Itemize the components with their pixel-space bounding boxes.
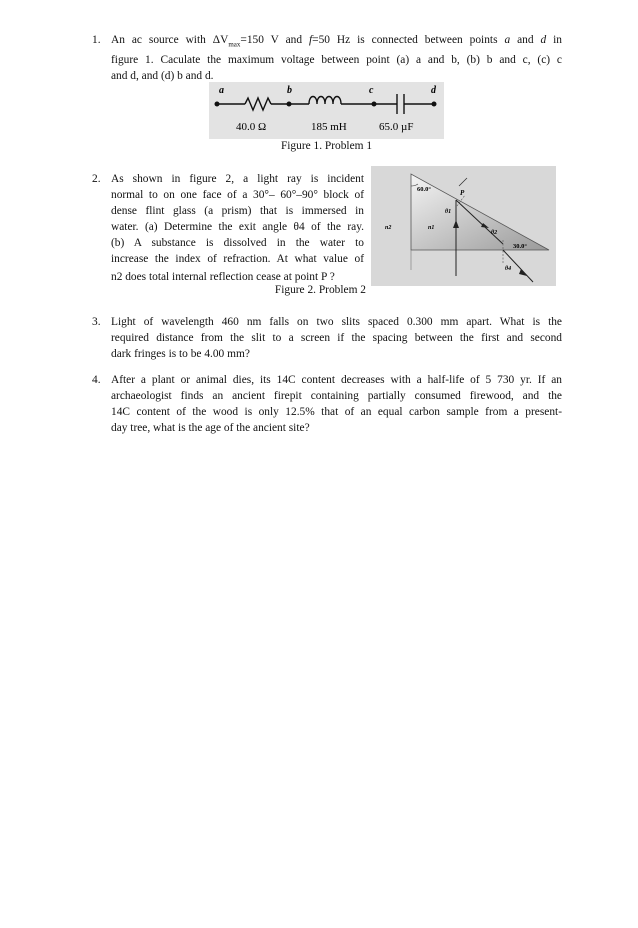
- circuit-diagram: [209, 82, 444, 139]
- problem-4-line-3: 14C content of the wood is only 12.5% that of an equal carbon sample from a present-: [111, 406, 562, 418]
- problem-2-number: 2.: [92, 173, 101, 185]
- problem-3-line-3: dark fringes is to be 4.00 mm?: [111, 348, 250, 360]
- label-b: b: [287, 85, 292, 96]
- problem-2-line-5: (b) A substance is dissolved in the water to: [111, 237, 364, 249]
- n1-label: n1: [428, 225, 435, 231]
- problem-2: [92, 171, 364, 283]
- node-a: [215, 102, 220, 107]
- angle-bottom-label: 30.0°: [513, 243, 527, 250]
- problem-3-number: 3.: [92, 316, 101, 328]
- capacitor-label: 65.0 µF: [379, 121, 414, 133]
- figure-2-prism: [371, 166, 556, 286]
- figure-1-caption: Figure 1. Problem 1: [280, 140, 373, 152]
- problem-1: [92, 32, 562, 83]
- node-b: [287, 102, 292, 107]
- problem-2-line-7: n2 does total internal reflection cease at point P ?: [111, 271, 335, 283]
- label-a: a: [219, 85, 224, 96]
- theta4-label: θ4: [505, 266, 512, 272]
- theta2-label: θ2: [491, 230, 498, 236]
- problem-1-line-3: and d, and (d) b and d.: [111, 70, 214, 83]
- problem-1-line-1: An ac source with $\Delta V_{max}=150$ V and f=50 Hz is connected between points a and d in: [111, 34, 562, 49]
- problem-4-line-1: After a plant or animal dies, its 14C content decreases with a half-life of 5 730 yr. If an: [111, 374, 562, 386]
- problem-4-line-2: archaeologist finds an ancient firepit containing partially consumed firewood, and the: [111, 390, 562, 402]
- label-c: c: [369, 85, 374, 96]
- inductor-label: 185 mH: [311, 121, 347, 133]
- problem-2-line-2: normal to on one face of a 30°– 60°–90° block of: [111, 189, 364, 201]
- problem-4-line-4: day tree, what is the age of the ancient site?: [111, 422, 310, 434]
- problem-3-line-1: Light of wavelength 460 nm falls on two slits spaced 0.300 mm apart. What is the: [111, 316, 562, 328]
- problem-1-number: 1.: [92, 34, 101, 46]
- node-d: [432, 102, 437, 107]
- point-p-label: P: [460, 189, 465, 197]
- resistor-label: 40.0 Ω: [236, 121, 267, 133]
- prism-block: [411, 174, 549, 250]
- angle-top-label: 60.0°: [417, 186, 431, 193]
- problem-4: [92, 372, 562, 436]
- problem-4-number: 4.: [92, 374, 101, 386]
- figure-2-caption: Figure 2. Problem 2: [274, 284, 366, 296]
- problem-2-line-6: increase the index of refraction. At what value of: [111, 253, 364, 265]
- prism-diagram: [371, 166, 556, 286]
- problem-4-text: [111, 372, 562, 436]
- label-d: d: [431, 85, 436, 96]
- figure-1-circuit: [209, 82, 444, 139]
- problem-2-line-4: water. (a) Determine the exit angle θ4 of the ray.: [111, 221, 364, 233]
- problem-3-line-2: required distance from the slit to a screen if the spacing between the first and second: [111, 332, 562, 344]
- problem-1-line-2: figure 1. Caculate the maximum voltage between point (a) a and b, (b) b and c, (c) c: [111, 54, 562, 67]
- n2-label: n2: [385, 225, 392, 231]
- problem-3-text: [111, 314, 562, 362]
- theta1-label: θ1: [445, 209, 452, 215]
- problem-3: [92, 314, 562, 362]
- problem-2-line-3: dense flint glass (a prism) that is immersed in: [111, 205, 364, 217]
- problem-1-text: [111, 32, 562, 84]
- node-c: [372, 102, 377, 107]
- problem-2-text: [111, 171, 364, 285]
- problem-2-line-1: As shown in figure 2, a light ray is incident: [111, 173, 364, 185]
